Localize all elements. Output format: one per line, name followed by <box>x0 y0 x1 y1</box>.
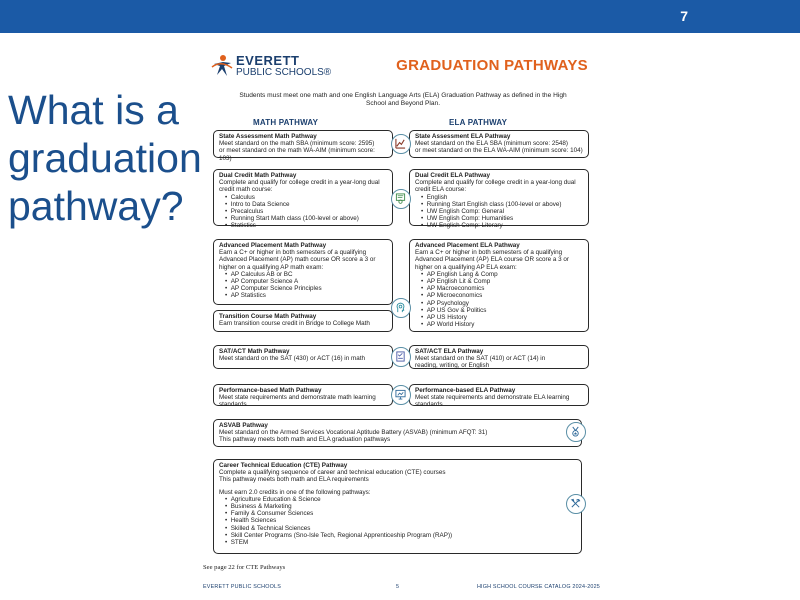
math-pathway-heading: MATH PATHWAY <box>253 118 319 127</box>
dual-ela-box <box>409 169 589 230</box>
ap-math-title: Advanced Placement Math Pathway <box>219 242 327 249</box>
list-item: • Family & Consumer Sciences <box>225 510 576 517</box>
list-item: • AP Calculus AB or BC <box>225 271 387 278</box>
state-math-box <box>213 130 393 162</box>
list-item: • UW English Comp: Humanities <box>421 215 583 222</box>
list-item: • Intro to Data Science <box>225 201 387 208</box>
ap-ela-list <box>421 271 583 329</box>
cte-line-1: Complete a qualifying sequence of career and technical education (CTE) courses <box>219 469 446 477</box>
sat-math-box <box>213 345 393 369</box>
perf-math-line: Meet state requirements and demonstrate math learning standards <box>219 394 376 409</box>
cte-title: Career Technical Education (CTE) Pathway <box>219 462 348 469</box>
dual-ela-intro: Complete and qualify for college credit in a year-long dual credit ELA course: <box>415 179 576 194</box>
list-item: • Agriculture Education & Science <box>225 496 576 503</box>
catalog-page <box>203 36 600 596</box>
ap-math-list <box>225 271 387 300</box>
state-ela-line-1: Meet standard on the ELA SBA (minimum score: 2548) <box>415 140 568 148</box>
presentation-icon <box>391 385 411 405</box>
asvab-box <box>213 419 582 447</box>
sat-ela-box <box>409 345 589 369</box>
document-title: GRADUATION PATHWAYS <box>396 57 588 74</box>
asvab-line-2: This pathway meets both math and ELA graduation pathways <box>219 436 391 444</box>
state-math-line-2: or meet standard on the math WA-AIM (minimum score: 103) <box>219 147 375 162</box>
top-banner <box>0 0 800 33</box>
sat-ela-line-2: reading, writing, or English <box>415 362 490 370</box>
list-item: • AP World History <box>421 321 583 328</box>
list-item: • UW English Comp: General <box>421 208 583 215</box>
list-item: • AP US Gov & Politics <box>421 307 583 314</box>
intro-text: Students must meet one math and one English Language Arts (ELA) Graduation Pathway as defined in the High School and Beyond Plan. <box>239 92 567 107</box>
list-item: • Statistics <box>225 222 387 229</box>
footer-right: HIGH SCHOOL COURSE CATALOG 2024-2025 <box>476 584 600 590</box>
list-item: • Business & Marketing <box>225 503 576 510</box>
logo-line-1: EVERETT <box>236 53 300 68</box>
dual-ela-list <box>421 194 583 230</box>
dual-ela-title: Dual Credit ELA Pathway <box>415 172 490 179</box>
list-item: • AP English Lit & Comp <box>421 278 583 285</box>
list-item: • Health Sciences <box>225 517 576 524</box>
state-math-line-1: Meet standard on the math SBA (minimum score: 2595) <box>219 140 375 148</box>
list-item: • STEM <box>225 539 576 546</box>
asvab-line-1: Meet standard on the Armed Services Vocational Aptitude Battery (ASVAB) (minimum AFQT: 31) <box>219 429 488 437</box>
perf-math-box <box>213 384 393 409</box>
list-item: • Calculus <box>225 194 387 201</box>
dual-math-list <box>225 194 387 230</box>
list-item: • AP Psychology <box>421 300 583 307</box>
tools-icon <box>566 494 586 514</box>
perf-ela-title: Performance-based ELA Pathway <box>415 387 516 394</box>
medal-icon <box>566 422 586 442</box>
list-item: • AP English Lang & Comp <box>421 271 583 278</box>
sat-ela-title: SAT/ACT ELA Pathway <box>415 348 484 355</box>
page-number: 5 <box>396 584 400 590</box>
cte-list <box>225 496 576 546</box>
ap-ela-box <box>409 239 589 332</box>
footnote: See page 22 for CTE Pathways <box>203 564 286 571</box>
state-ela-line-2: or meet standard on the ELA WA-AIM (minimum score: 104) <box>415 147 583 155</box>
footer-left: EVERETT PUBLIC SCHOOLS <box>203 584 281 590</box>
chart-icon <box>391 134 411 154</box>
list-item: • Skilled & Technical Sciences <box>225 525 576 532</box>
dual-math-title: Dual Credit Math Pathway <box>219 172 297 179</box>
ap-math-box <box>213 239 393 305</box>
perf-ela-line: Meet state requirements and demonstrate ELA learning standards <box>415 394 570 409</box>
list-item: • UW English Comp: Literary <box>421 222 583 229</box>
list-item: • Running Start English class (100-level or above) <box>421 201 583 208</box>
sat-math-title: SAT/ACT Math Pathway <box>219 348 290 355</box>
ap-ela-intro: Earn a C+ or higher in both semesters of a qualifying Advanced Placement (AP) ELA course OR score a 3 or higher on a qualifying AP ELA exam: <box>415 249 569 271</box>
test-icon <box>391 347 411 367</box>
slide-number: 7 <box>680 8 688 24</box>
state-ela-box <box>409 130 589 158</box>
cte-line-2: This pathway meets both math and ELA requirements <box>219 476 369 484</box>
list-item: • AP Macroeconomics <box>421 285 583 292</box>
list-item: • English <box>421 194 583 201</box>
asvab-title: ASVAB Pathway <box>219 422 268 429</box>
list-item: • AP US History <box>421 314 583 321</box>
perf-ela-box <box>409 384 589 409</box>
logo-line-2: PUBLIC SCHOOLS® <box>236 67 332 78</box>
dual-math-box <box>213 169 393 230</box>
transition-math-box <box>213 310 393 332</box>
district-logo <box>211 50 381 84</box>
slide-title: What is a graduation pathway? <box>8 87 202 229</box>
transition-math-title: Transition Course Math Pathway <box>219 313 317 320</box>
cte-box <box>213 459 582 554</box>
cte-intro: Must earn 2.0 credits in one of the following pathways: <box>219 488 371 496</box>
list-item: • AP Microeconomics <box>421 292 583 299</box>
ap-ela-title: Advanced Placement ELA Pathway <box>415 242 520 249</box>
list-item: • Precalculus <box>225 208 387 215</box>
sat-math-line: Meet standard on the SAT (430) or ACT (16) in math <box>219 355 365 363</box>
state-math-title: State Assessment Math Pathway <box>219 133 317 140</box>
list-item: • Running Start Math class (100-level or above) <box>225 215 387 222</box>
list-item: • AP Computer Science A <box>225 278 387 285</box>
list-item: • Skill Center Programs (Sno-Isle Tech, Regional Apprenticeship Program (RAP)) <box>225 532 576 539</box>
list-item: • AP Computer Science Principles <box>225 285 387 292</box>
sat-ela-line-1: Meet standard on the SAT (410) or ACT (14) in <box>415 355 546 363</box>
state-ela-title: State Assessment ELA Pathway <box>415 133 511 140</box>
certificate-icon <box>391 189 411 209</box>
head-gear-icon <box>391 298 411 318</box>
transition-math-line: Earn transition course credit in Bridge to College Math <box>219 320 370 328</box>
dual-math-intro: Complete and qualify for college credit in a year-long dual credit math course: <box>219 179 380 194</box>
ap-math-intro: Earn a C+ or higher in both semesters of a qualifying Advanced Placement (AP) math course OR score a 3 or higher on a qualifying AP math exam: <box>219 249 376 271</box>
ela-pathway-heading: ELA PATHWAY <box>449 118 508 127</box>
list-item: • AP Statistics <box>225 292 387 299</box>
star-figure-icon <box>211 54 233 78</box>
perf-math-title: Performance-based Math Pathway <box>219 387 322 394</box>
